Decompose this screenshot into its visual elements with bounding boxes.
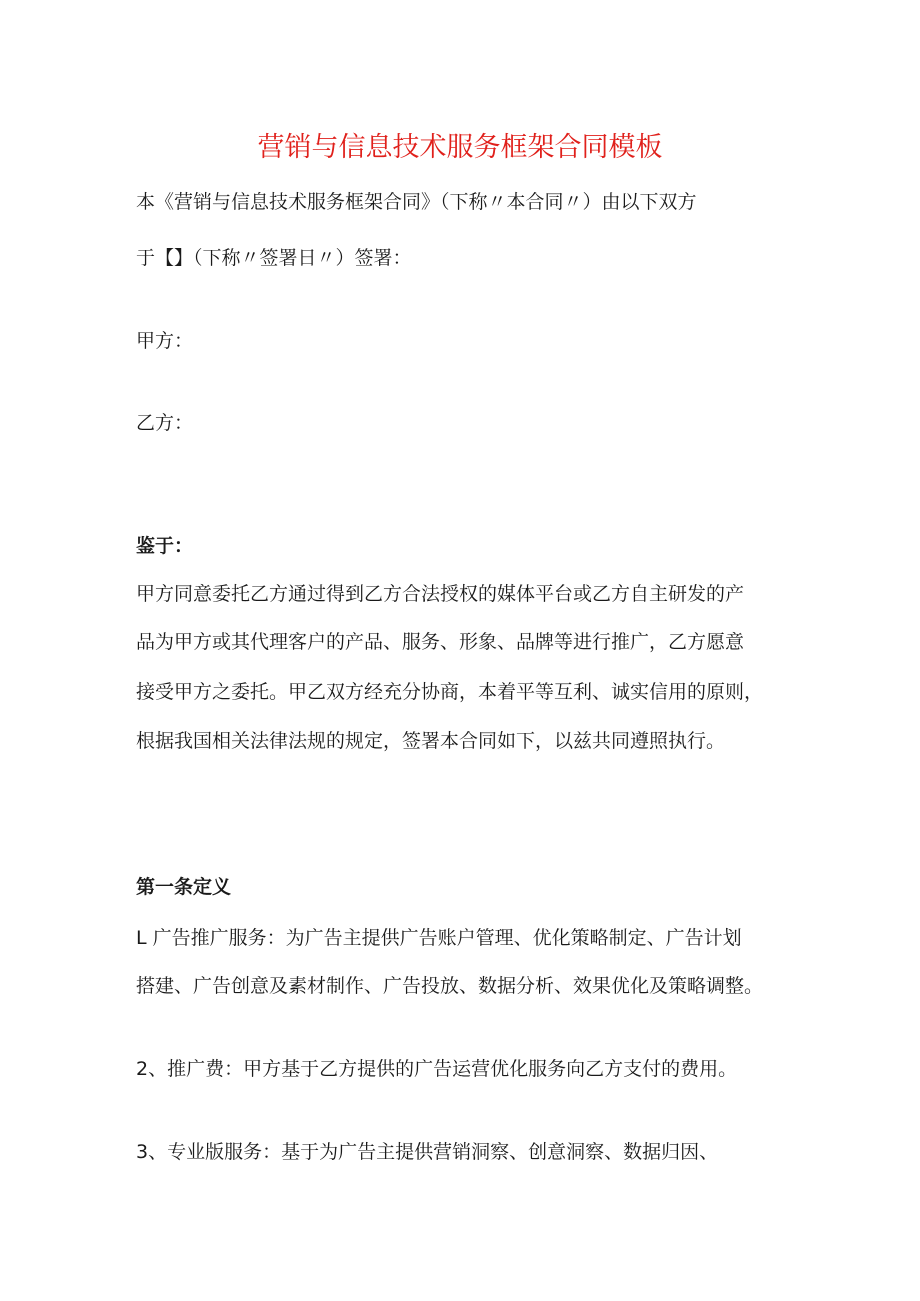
whereas-heading: 鉴于： <box>136 535 194 557</box>
article-1-heading: 第一条定义 <box>136 876 232 898</box>
intro-line-2: 于【】（下称〃签署日〃）签署： <box>136 247 412 269</box>
party-a-label: 甲方： <box>136 330 194 352</box>
document-title: 营销与信息技术服务框架合同模板 <box>257 132 663 163</box>
article-1-item-1-line-1: L 广告推广服务：为广告主提供广告账户管理、优化策略制定、广告计划 <box>136 927 742 949</box>
whereas-line-2: 品为甲方或其代理客户的产品、服务、形象、品牌等进行推广，乙方愿意 <box>136 631 745 653</box>
intro-line-1: 本《营销与信息技术服务框架合同》（下称〃本合同〃）由以下双方 <box>136 191 697 213</box>
article-1-item-3: 3、专业版服务：基于为广告主提供营销洞察、创意洞察、数据归因、 <box>136 1141 719 1163</box>
article-1-item-2: 2、推广费：甲方基于乙方提供的广告运营优化服务向乙方支付的费用。 <box>136 1058 738 1080</box>
whereas-line-4: 根据我国相关法律法规的规定，签署本合同如下，以兹共同遵照执行。 <box>136 730 726 752</box>
whereas-line-3: 接受甲方之委托。甲乙双方经充分协商，本着平等互利、诚实信用的原则， <box>136 681 764 703</box>
party-b-label: 乙方： <box>136 412 194 434</box>
article-1-item-1-line-2: 搭建、广告创意及素材制作、广告投放、数据分析、效果优化及策略调整。 <box>136 975 764 997</box>
whereas-line-1: 甲方同意委托乙方通过得到乙方合法授权的媒体平台或乙方自主研发的产 <box>136 583 745 605</box>
